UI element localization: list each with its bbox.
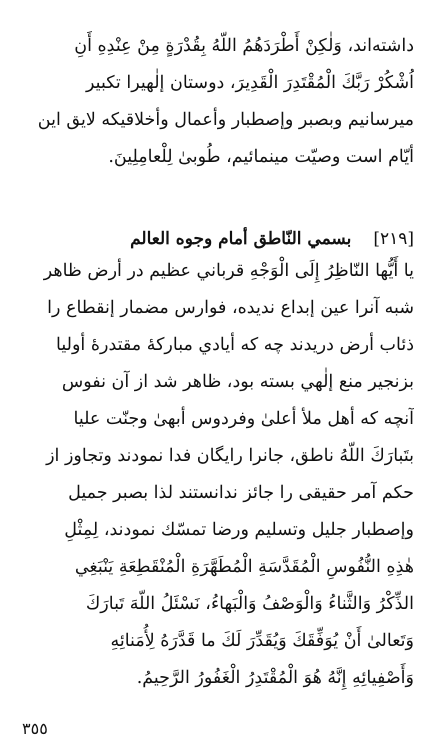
paragraph-line: بتَبارَكَ اللّهُ ناطق، جانرا رايگان فدا نمودند وتجاوز از <box>46 446 414 466</box>
paragraph-line: ميرسانيم وبصبر وإصطبار وأعمال وأخلاقيكه لايق اين <box>37 110 414 130</box>
section-heading <box>22 224 414 254</box>
paragraph-line: اُشْكُرْ رَبَّكَ الْمُقْتَدِرَ الْقَدِيرَ، دوستان إلٰهيرا تكبير <box>86 73 414 93</box>
page-number: ٣٥٥ <box>22 719 48 738</box>
paragraph-line: آنچه كه أهل ملأ أعلىٰ وفردوس أبهىٰ وجنّت عليا <box>73 409 414 429</box>
top-paragraph <box>22 28 414 176</box>
paragraph-line: هٰذِهِ النُّفُوسِ الْمُقَدَّسَةِ الْمُطَهَّرَةِ الْمُنْقَطِعَةِ يَنْبَغِي <box>74 557 414 577</box>
paragraph-line: حكم آمر حقيقى را جائز ندانستند لذا بصبر جميل <box>68 483 414 503</box>
paragraph-line: بزنجير منع إلٰهي بسته بود، ظاهر شد از آن نفوس <box>61 372 414 392</box>
paragraph-line: الذِّكْرُ وَالثَّناءُ وَالْوَصْفُ وَالْبَهاءُ، نَسْئَلُ اللّهَ تَبارَكَ <box>85 594 414 614</box>
main-paragraph <box>22 253 414 697</box>
paragraph-line: شبه آنرا عين إبداع نديده، فوارس مضمار إنقطاع را <box>47 298 414 318</box>
paragraph-line: ذئاب أرض دريدند چه كه أيادي مباركهٔ مقتدرهٔ أوليا <box>56 335 414 355</box>
section-title: بسمي النّاطق أمام وجوه العالم <box>130 229 352 249</box>
paragraph-line: وإصطبار جليل وتسليم ورضا تمسّك نمودند، لِمِثْلِ <box>64 520 414 540</box>
paragraph-line: وَتَعالىٰ أَنْ يُوَفِّقَكَ وَيُقَدِّرَ لَكَ ما قَدَّرَهُ لِأُمَنائِهِ <box>110 631 414 651</box>
paragraph-line: وَأَصْفِيائِهِ إِنَّهُ هُوَ الْمُقْتَدِرُ الْغَفُورُ الرَّحِيمُ. <box>136 668 414 688</box>
section-number: [٢١٩] <box>373 229 414 249</box>
paragraph-line: أيّام است وصيّت مينمائيم، طُوبىٰ لِلْعامِلِينَ. <box>108 147 414 167</box>
paragraph-line: يا أَيُّها النّاظِرُ إِلَى الْوَجْهِ قرباني عظيم در أرض ظاهر <box>43 261 414 281</box>
paragraph-line: داشته‌اند، وَلٰكِنْ أَطْرَدَهُمُ اللّهُ بِقُدْرَةٍ مِنْ عِنْدِهِ أَنِ <box>74 36 414 56</box>
